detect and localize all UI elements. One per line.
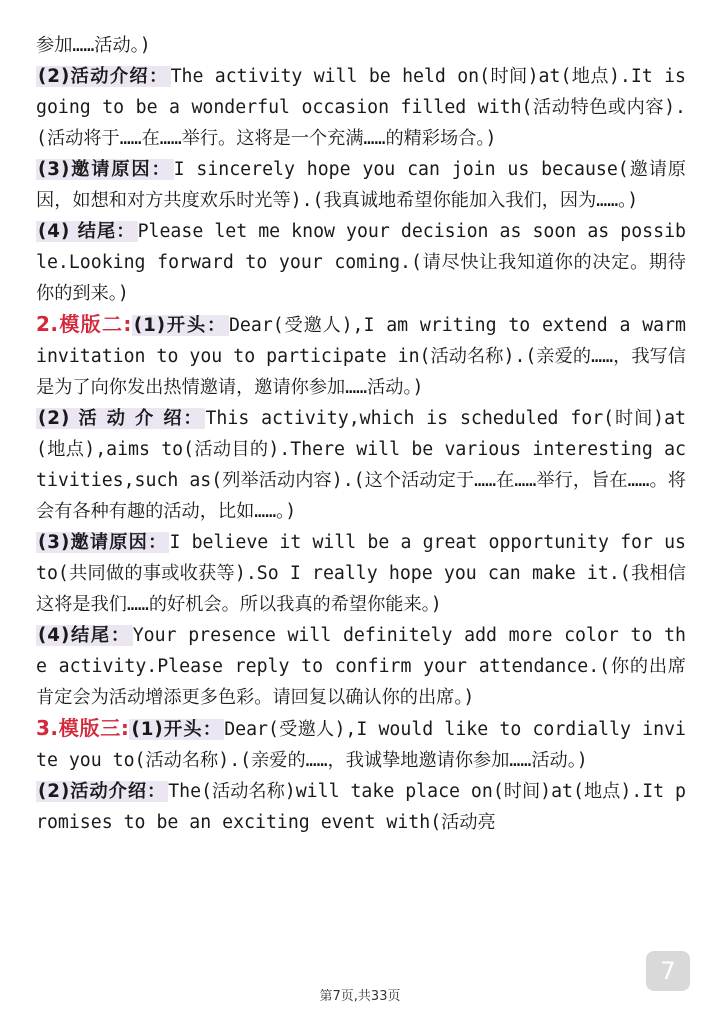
paragraph-text: The activity will be held on(时间)at(地点).It is going to be a wonderful occasion filled with(活动特色或内容).(活动将于……在……举行。这将是一个充满……的精彩场合。): [36, 66, 686, 149]
section-label: (3)邀请原因：: [38, 532, 168, 553]
template3-activity-intro: [36, 776, 686, 838]
document-page: [36, 30, 686, 838]
paragraph-text: This activity,which is scheduled for(时间)at(地点),aims to(活动目的).There will be various interesting activities,such as(列举活动内容).(这个活动定于……在……举行，旨在……。将会有各种有趣的活动，比如……。): [36, 408, 686, 522]
section-label: (2)活动介绍：: [38, 66, 169, 87]
template2-opening: [36, 309, 686, 403]
section-label: (4)结尾：: [38, 625, 131, 646]
section-label: (3)邀请原因：: [38, 159, 172, 180]
page-footer: 第7页,共33页: [319, 989, 401, 1004]
template2-activity-intro: [36, 403, 686, 527]
section-label: (1)开头：: [133, 315, 227, 336]
template3-opening: [36, 713, 686, 776]
paragraph-text: I sincerely hope you can join us because(邀请原因，如想和对方共度欢乐时光等).(我真诚地希望你能加入我们，因为……。): [36, 159, 686, 211]
paragraph-text: Dear(受邀人),I would like to cordially invite you to(活动名称).(亲爱的……，我诚挚地邀请你参加……活动。): [36, 719, 686, 771]
paragraph-invite-reason: [36, 154, 686, 216]
paragraph-continuation: [36, 30, 686, 61]
paragraph-ending: [36, 216, 686, 309]
paragraph-activity-intro: [36, 61, 686, 154]
paragraph-text: 参加……活动。): [36, 35, 151, 56]
section-label: (2)活动介绍：: [38, 781, 167, 802]
template2-invite-reason: [36, 527, 686, 620]
paragraph-text: Your presence will definitely add more color to the activity.Please reply to confirm your attendance.(你的出席肯定会为活动增添更多色彩。请回复以确认你的出席。): [36, 625, 686, 708]
template2-ending: [36, 620, 686, 713]
section-label: (1)开头：: [131, 719, 223, 740]
section-label: (2) 活 动 介 绍：: [38, 408, 204, 429]
section-heading: 3.模版三:: [36, 716, 130, 740]
section-label: (4) 结尾：: [38, 221, 136, 242]
paragraph-text: Please let me know your decision as soon as possible.Looking forward to your coming.(请尽快让我知道你的决定。期待你的到来。): [36, 221, 686, 304]
section-heading: 2.模版二:: [36, 312, 132, 336]
paragraph-text: I believe it will be a great opportunity for us to(共同做的事或收获等).So I really hope you can make it.(我相信这将是我们……的好机会。所以我真的希望你能来。): [36, 532, 687, 615]
page-number-badge: 7: [646, 951, 690, 991]
paragraph-text: The(活动名称)will take place on(时间)at(地点).It promises to be an exciting event with(活动亮: [36, 781, 687, 833]
paragraph-text: Dear(受邀人),I am writing to extend a warm invitation to you to participate in(活动名称).(亲爱的……，我写信是为了向你发出热情邀请，邀请你参加……活动。): [36, 315, 687, 398]
